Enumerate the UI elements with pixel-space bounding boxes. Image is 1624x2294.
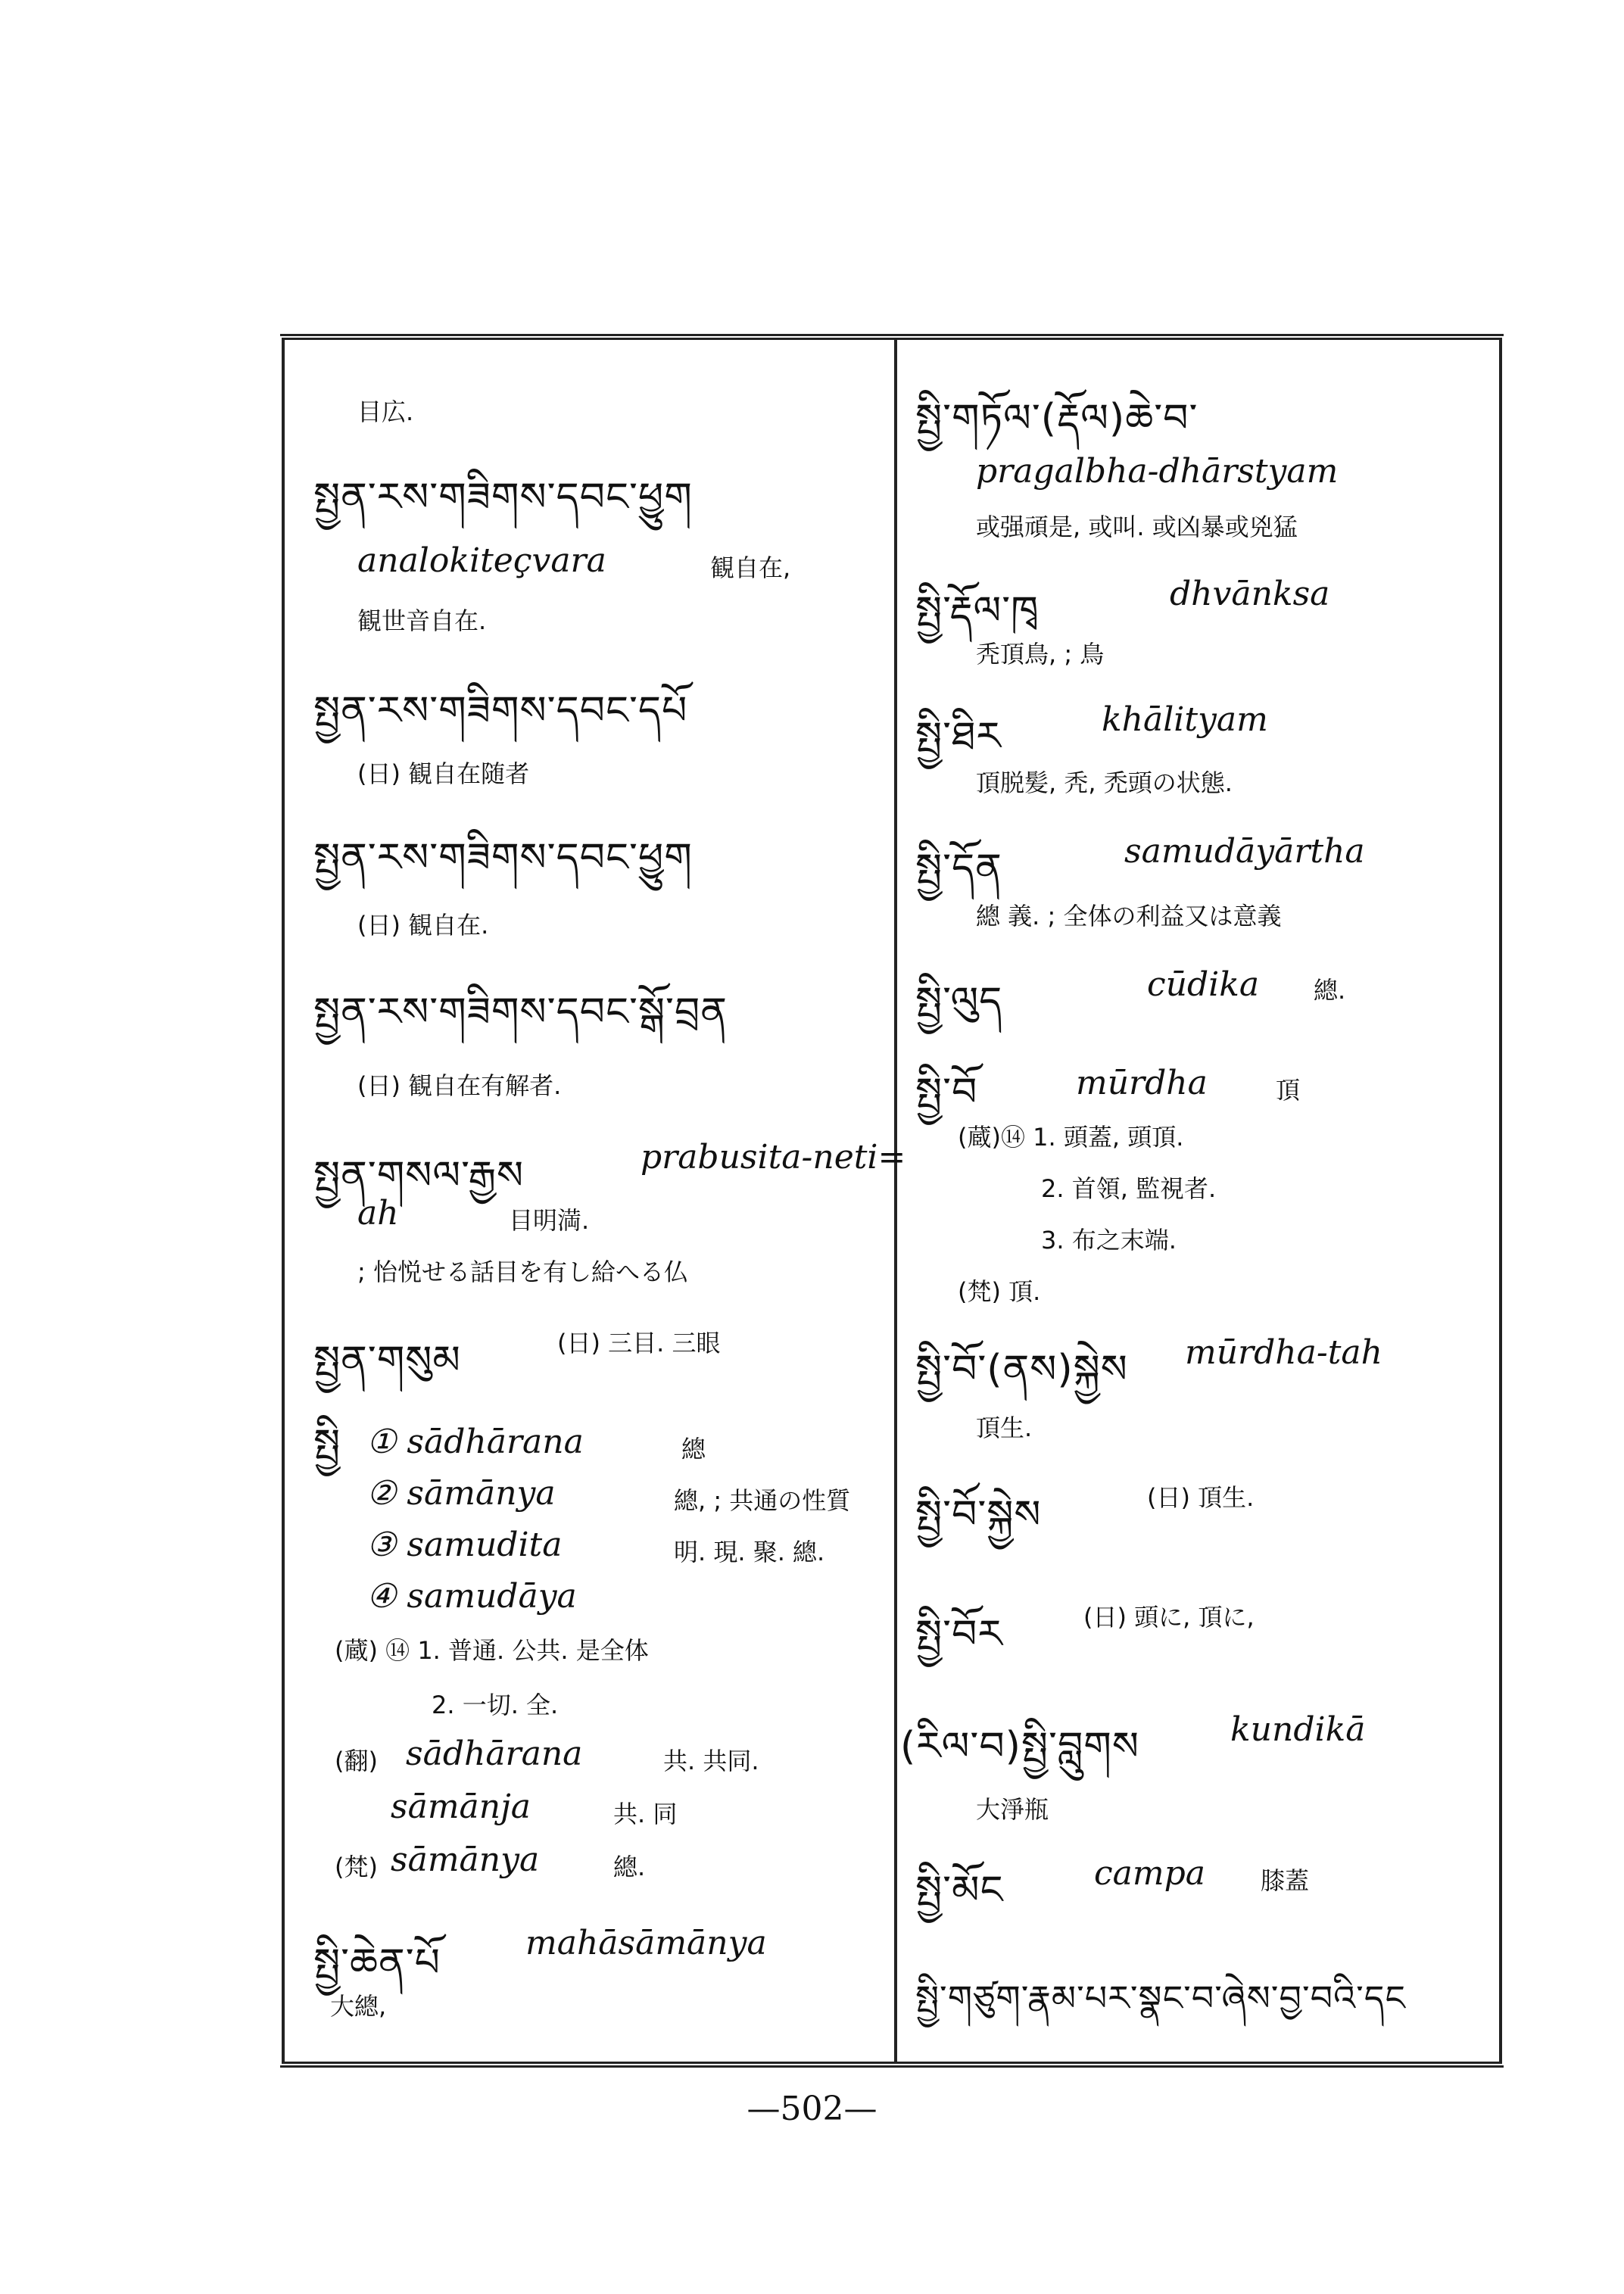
tibetan-headword: སྤྱན་རས་གཟིགས་དབང་ཕྱུག [313,835,693,881]
tibetan-headword: སྤྱི་གཏོལ་(རྡོལ)ཆེ་བ་ [915,396,1199,441]
sanskrit-term: pragalbha-dhārstyam [976,452,1339,491]
japanese-gloss: 膝蓋 [1261,1866,1310,1895]
japanese-gloss: 總. [1314,976,1346,1005]
right-column [897,340,1503,2062]
tibetan-headword: སྤྱན་རས་གཟིགས་དབང་སྒོ་བྲན [313,990,728,1035]
sanskrit-term: mūrdha-tah [1185,1333,1382,1372]
sanskrit-term: cūdika [1147,965,1260,1004]
japanese-gloss: 共. 同 [613,1800,678,1828]
japanese-gloss: 總 義. ; 全体の利益又は意義 [976,902,1282,930]
tibetan-headword: སྤྱི་ལུད [915,979,1003,1024]
japanese-gloss: 2. 一切. 全. [432,1691,559,1719]
japanese-gloss: 頂脱髪, 秃, 禿頭の状態. [976,768,1233,797]
tibetan-headword: སྤྱན་གསལ་རྒྱས [313,1153,525,1198]
tibetan-headword: སྤྱི་ཆེན་པོ [313,1940,441,1986]
tibetan-headword: སྤྱི་དོན [915,846,1002,891]
japanese-gloss: 観世音自在. [357,606,487,635]
tibetan-headword: སྤྱི་གཙུག་རྣམ་པར་སྣང་བ་ཞེས་བྱ་བའི་དང [915,1978,1406,2018]
tibetan-headword: སྤྱན་གསུམ [313,1338,461,1383]
dictionary-page-frame [282,338,1502,2064]
japanese-gloss: 観自在, [710,553,791,582]
japanese-gloss: (日) 観自在随者 [357,759,530,788]
sanskrit-term: mahāsāmānya [525,1924,767,1962]
sanskrit-term: sādhārana [406,1735,583,1773]
sanskrit-term: dhvānksa [1170,575,1330,613]
entry-line: 目広. [357,397,414,426]
japanese-gloss: (日) 頭に, 頂に, [1083,1603,1255,1632]
japanese-gloss: 或强頑是, 或叫. 或凶暴或兇猛 [976,513,1298,541]
sanskrit-term: ③ samudita [366,1526,563,1564]
japanese-gloss: 共. 共同. [663,1747,759,1775]
japanese-gloss: (蔵)⑭ 1. 頭蓋, 頭頂. [958,1123,1184,1152]
tibetan-headword: སྤྱི་བོ་སྐྱེས [915,1492,1042,1538]
sanskrit-term: ② sāmānya [366,1474,556,1513]
japanese-gloss: (日) 頂生. [1147,1483,1255,1512]
japanese-gloss: 頂生. [976,1413,1033,1442]
japanese-gloss: 大淨瓶 [976,1795,1049,1824]
page-number: —502— [747,2090,877,2128]
tibetan-headword: སྤྱི་བོ་(ནས)སྐྱེས [915,1347,1128,1392]
sanskrit-term: sāmānja [391,1788,531,1826]
tibetan-headword: སྤྱན་རས་གཟིགས་དབང་དཔོ [313,688,688,734]
japanese-gloss: 秃頂鳥, ; 鳥 [976,640,1105,669]
japanese-gloss: 總, ; 共通の性質 [674,1486,851,1515]
japanese-gloss: 明. 現. 聚. 總. [674,1538,825,1566]
left-column [285,340,906,2062]
japanese-gloss: 大總, [330,1992,387,2021]
tibetan-headword: སྤྱི་བོ [915,1070,978,1115]
japanese-gloss: 3. 布之末端. [1041,1226,1177,1255]
japanese-gloss: 2. 首領, 監視者. [1041,1174,1217,1203]
tibetan-headword: སྤྱི་ཐིར [915,714,1002,759]
sanskrit-term: ah [357,1194,399,1233]
japanese-gloss: (日) 観自在. [357,911,489,940]
japanese-gloss: 目明満. [509,1206,590,1235]
sanskrit-term: mūrdha [1076,1064,1208,1102]
sanskrit-term: samudāyārtha [1124,832,1365,871]
source-label: (梵) [335,1853,378,1881]
sanskrit-term: khālityam [1102,700,1268,739]
tibetan-headword: སྤྱི་རྡོལ་ཁྭ [915,588,1040,634]
japanese-gloss: 總. [613,1853,646,1881]
tibetan-headword: སྤྱི་མོང [915,1868,1004,1913]
japanese-gloss: ; 怡悦せる話目を有し給へる仏 [357,1258,688,1286]
sanskrit-term: prabusita-neti= [641,1138,906,1177]
tibetan-headword: (རིལ་བ)སྤྱི་བླུགས [900,1724,1139,1769]
sanskrit-term: sāmānya [391,1840,540,1879]
tibetan-headword: སྤྱན་རས་གཟིགས་དབང་ཕྱུག [313,475,693,520]
japanese-gloss: (梵) 頂. [958,1277,1041,1306]
japanese-gloss: 頂 [1276,1076,1301,1105]
japanese-gloss: 總 [681,1435,706,1463]
sanskrit-term: campa [1094,1854,1205,1893]
sanskrit-term: ④ samudāya [366,1577,577,1616]
japanese-gloss: (日) 三目. 三眼 [557,1329,721,1357]
source-label: (翻) [335,1747,378,1775]
japanese-gloss: (蔵) ⑭ 1. 普通. 公共. 是全体 [335,1636,649,1665]
tibetan-headword: སྤྱི་བོར [915,1612,1003,1657]
sanskrit-term: ① sādhārana [366,1423,584,1461]
sanskrit-term: kundikā [1230,1710,1366,1749]
tibetan-headword: སྤྱི [313,1421,341,1466]
sanskrit-term: analokiteçvara [357,541,606,580]
japanese-gloss: (日) 観自在有解者. [357,1071,562,1100]
